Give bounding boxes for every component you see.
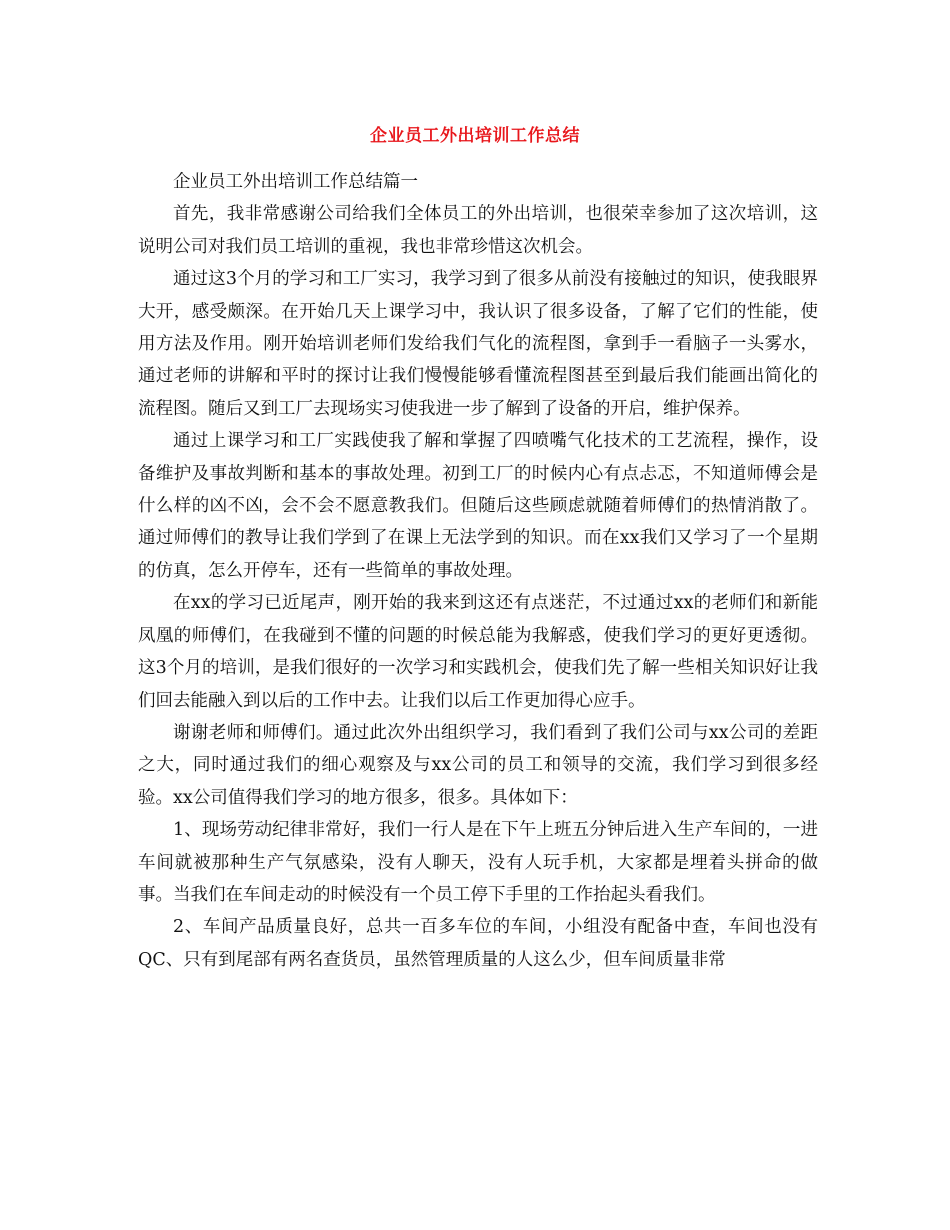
document-title: 企业员工外出培训工作总结 bbox=[370, 126, 580, 146]
paragraph: 在xx的学习已近尾声，刚开始的我来到这还有点迷茫，不过通过xx的老师们和新能凤凰的师傅们，在我碰到不懂的问题的时候总能为我解惑，使我们学习的更好更透彻。这3个月的培训，是我们很好的一次学习和实践机会，使我们先了解一些相关知识好让我们回去能融入到以后的工作中去。让我们以后工作更加得心应手。 bbox=[138, 593, 818, 711]
paragraph: 首先，我非常感谢公司给我们全体员工的外出培训，也很荣幸参加了这次培训，这说明公司对我们员工培训的重视，我也非常珍惜这次机会。 bbox=[138, 204, 818, 257]
paragraph: 通过上课学习和工厂实践使我了解和掌握了四喷嘴气化技术的工艺流程，操作，设备维护及事故判断和基本的事故处理。初到工厂的时候内心有点忐忑，不知道师傅会是什么样的凶不凶，会不会不愿意教我们。但随后这些顾虑就随着师傅们的热情消散了。通过师傅们的教导让我们学到了在课上无法学到的知识。而在xx我们又学习了一个星期的仿真，怎么开停车，还有一些简单的事故处理。 bbox=[138, 431, 818, 581]
paragraph: 谢谢老师和师傅们。通过此次外出组织学习，我们看到了我们公司与xx公司的差距之大，同时通过我们的细心观察及与xx公司的员工和领导的交流，我们学习到很多经验。xx公司值得我们学习的地方很多，很多。具体如下： bbox=[138, 722, 818, 808]
section-heading: 企业员工外出培训工作总结篇一 bbox=[173, 172, 418, 192]
paragraph: 通过这3个月的学习和工厂实习，我学习到了很多从前没有接触过的知识，使我眼界大开，感受颇深。在开始几天上课学习中，我认识了很多设备，了解了它们的性能，使用方法及作用。刚开始培训老师们发给我们气化的流程图，拿到手一看脑子一头雾水，通过老师的讲解和平时的探讨让我们慢慢能够看懂流程图甚至到最后我们能画出简化的流程图。随后又到工厂去现场实习使我进一步了解到了设备的开启，维护保养。 bbox=[138, 269, 818, 419]
document-body bbox=[138, 166, 818, 976]
paragraph: 2、车间产品质量良好，总共一百多车位的车间，小组没有配备中查，车间也没有QC、只有到尾部有两名查货员，虽然管理质量的人这么少，但车间质量非常 bbox=[138, 917, 818, 970]
paragraph: 1、现场劳动纪律非常好，我们一行人是在下午上班五分钟后进入生产车间的，一进车间就被那种生产气氛感染，没有人聊天，没有人玩手机，大家都是埋着头拼命的做事。当我们在车间走动的时候没有一个员工停下手里的工作抬起头看我们。 bbox=[138, 820, 818, 905]
